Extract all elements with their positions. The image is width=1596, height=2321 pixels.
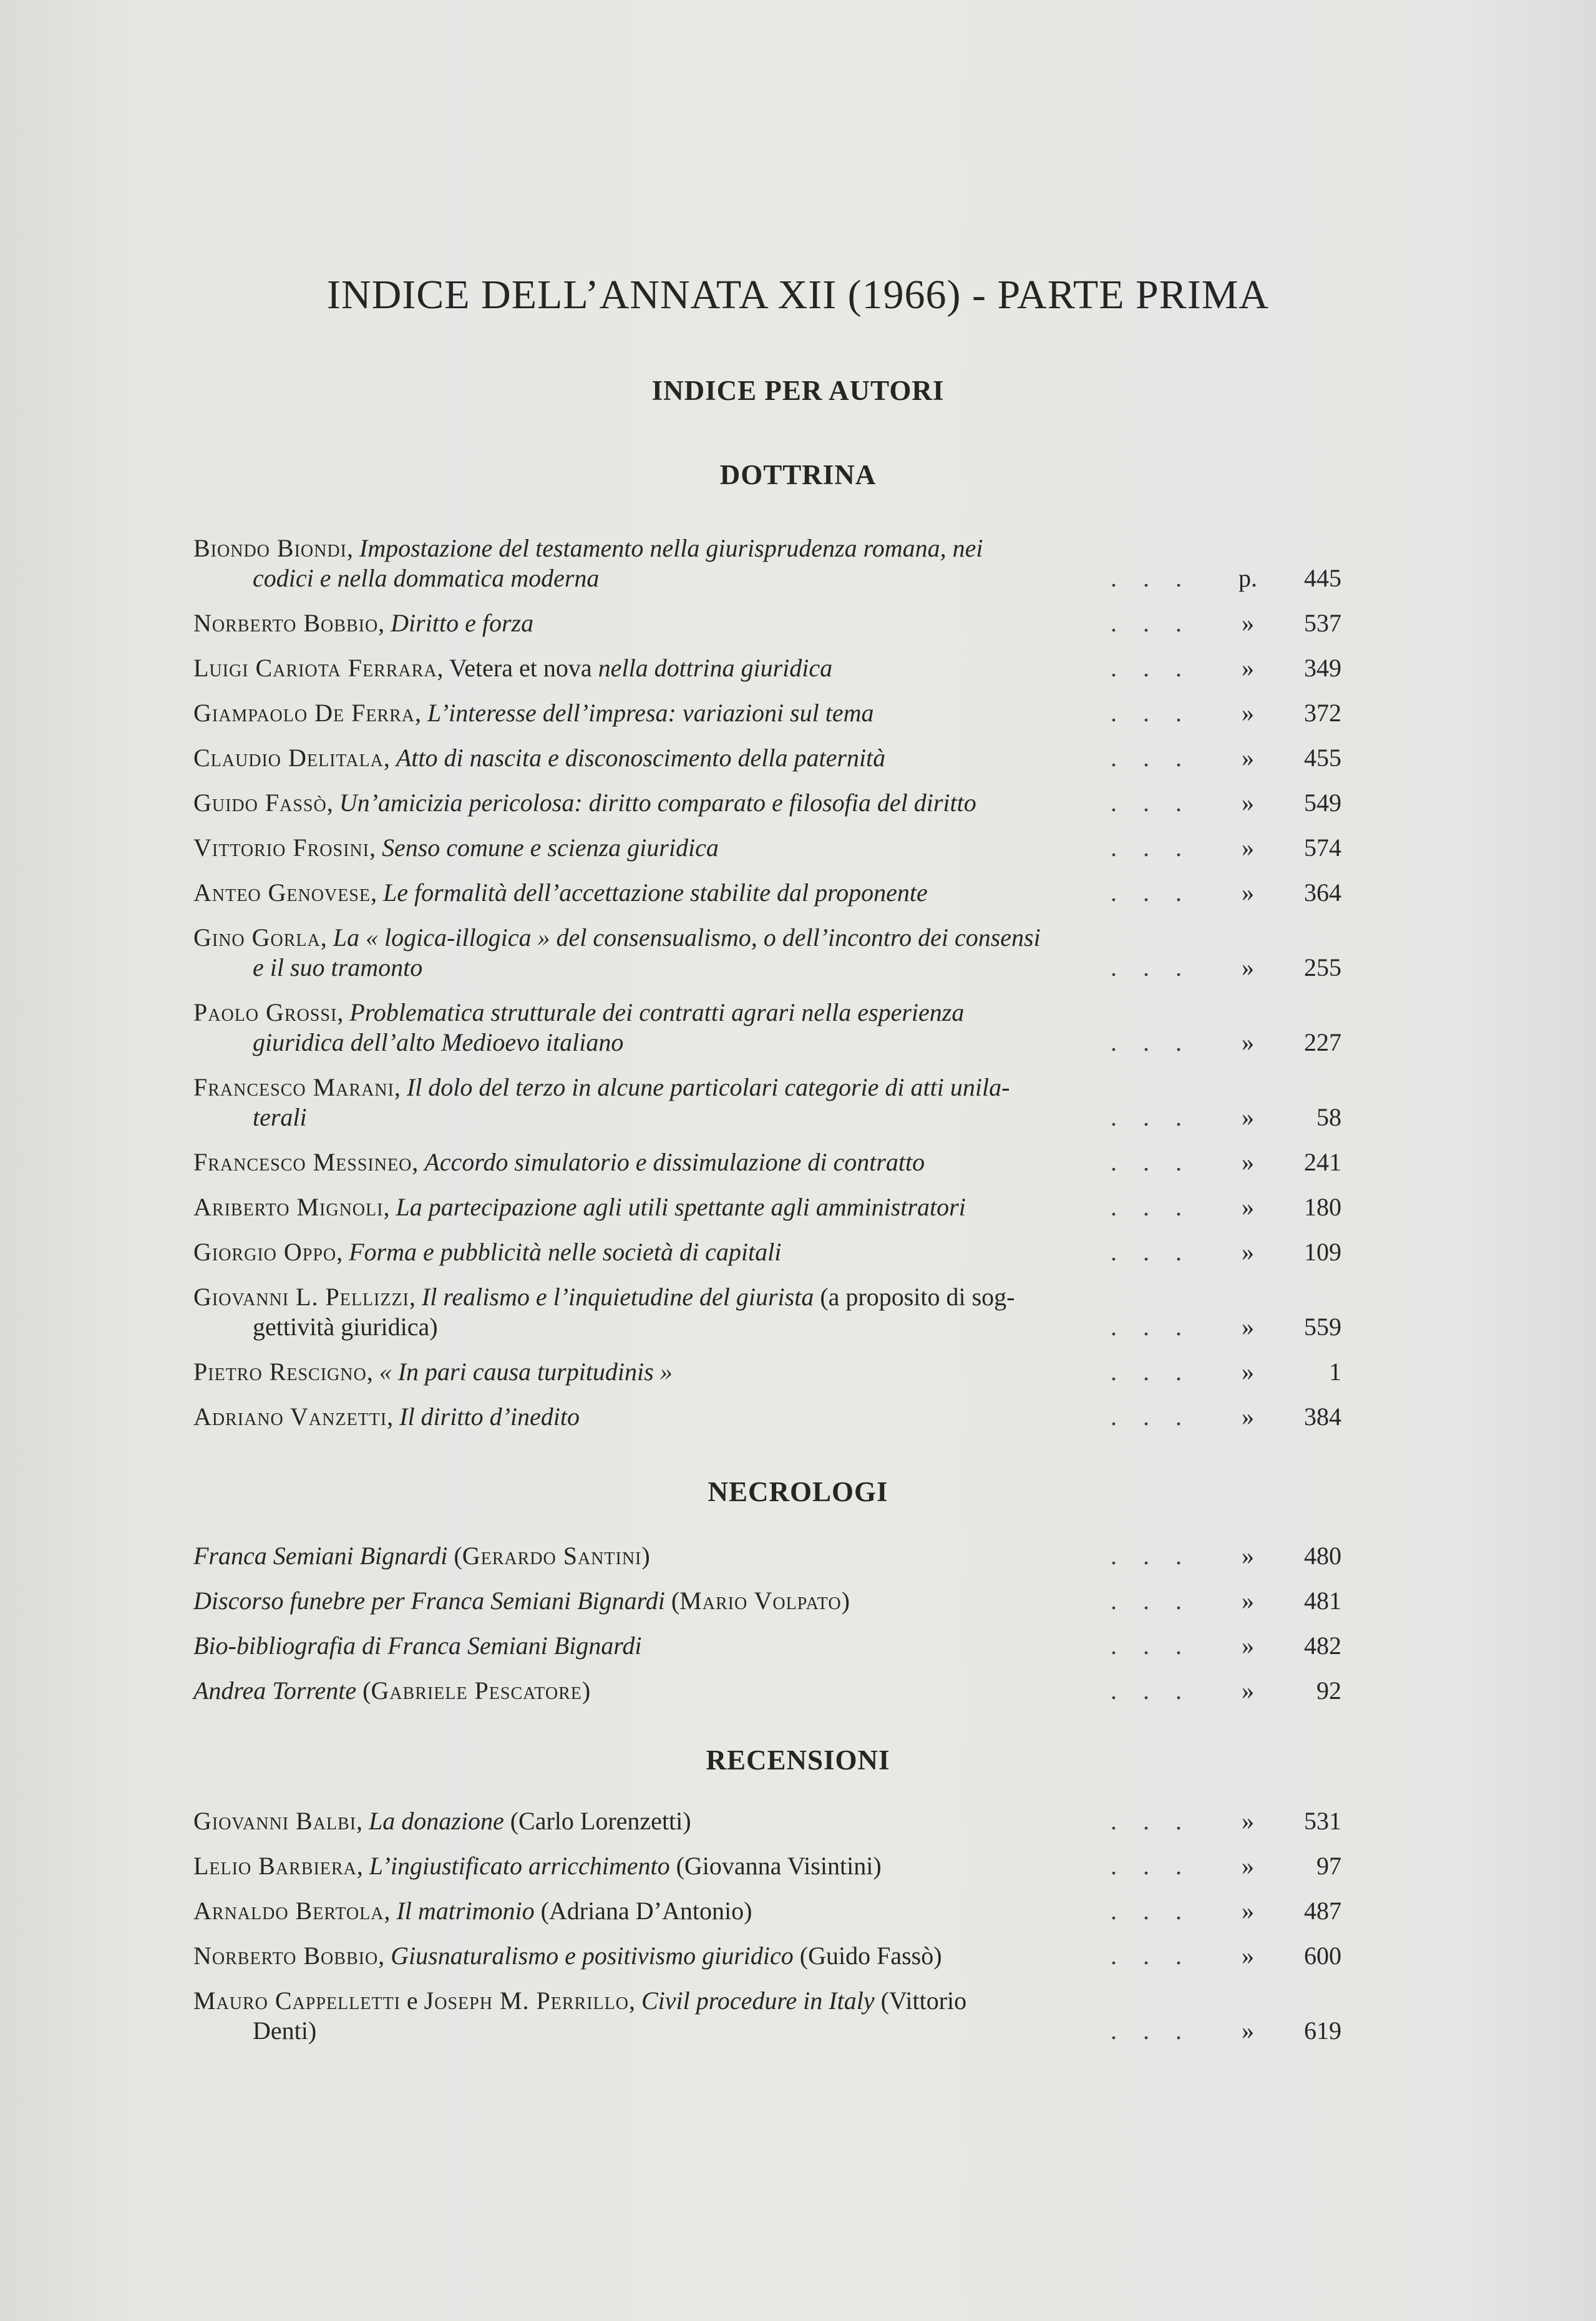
entry-author: Joseph M. Perrillo — [424, 1987, 629, 2015]
page-number: 537 — [1304, 609, 1341, 637]
dot-leader: . . . — [1111, 1587, 1192, 1615]
index-entry — [193, 1147, 1341, 1192]
dot-leader: . . . — [1111, 1148, 1192, 1176]
page-prefix: » — [1242, 1897, 1254, 1925]
entry-separator: , — [412, 1148, 425, 1176]
entry-text — [193, 1237, 1192, 1267]
entry-title: Il realismo e l’inquietudine del giurista — [421, 1283, 814, 1311]
entry-reviewer: (Guido Fassò) — [793, 1942, 942, 1970]
page-number: 1 — [1329, 1358, 1341, 1386]
dot-leader: . . . — [1111, 1193, 1192, 1221]
entry-paren: ( — [664, 1587, 680, 1615]
section-heading-dottrina: DOTTRINA — [719, 459, 877, 490]
page-number: 241 — [1304, 1148, 1341, 1176]
section-heading-recensioni: RECENSIONI — [706, 1744, 890, 1776]
index-entry — [193, 608, 1341, 653]
entry-text — [193, 1586, 1192, 1616]
page-prefix: » — [1242, 878, 1254, 907]
entry-separator: , — [437, 654, 449, 682]
index-entry — [193, 1631, 1341, 1676]
page-prefix: » — [1242, 834, 1254, 862]
dot-leader: . . . — [1111, 1403, 1192, 1431]
entry-separator: , — [326, 789, 339, 817]
entry-title-continued: e il suo tramonto — [253, 953, 423, 981]
entry-reviewer: (Giovanna Visintini) — [669, 1852, 882, 1880]
entry-title: L’ingiustificato arricchimento — [369, 1852, 670, 1880]
index-entry — [193, 1541, 1341, 1586]
entry-separator: , — [383, 744, 396, 772]
page-prefix: » — [1242, 1542, 1254, 1570]
entry-text — [193, 1896, 1192, 1926]
entry-paren-author: Gerardo Santini — [462, 1542, 642, 1570]
entry-author: Vittorio Frosini — [193, 834, 369, 862]
dot-leader: . . . — [1111, 1238, 1192, 1266]
index-entry — [193, 653, 1341, 698]
entry-text — [193, 1357, 1192, 1387]
page-number: 480 — [1304, 1542, 1341, 1570]
entry-author: Guido Fassò — [193, 789, 327, 817]
page-number: 487 — [1304, 1897, 1341, 1925]
entry-author: Luigi Cariota Ferrara — [193, 654, 437, 682]
page-number: 600 — [1304, 1942, 1341, 1970]
entry-paren-author: Gabriele Pescatore — [371, 1676, 582, 1705]
index-entry — [193, 1806, 1341, 1851]
dot-leader: . . . — [1111, 744, 1192, 772]
page-prefix: » — [1242, 654, 1254, 682]
page-prefix: » — [1242, 1358, 1254, 1386]
page-prefix: p. — [1238, 564, 1257, 592]
index-entry — [193, 1676, 1341, 1721]
entry-text — [193, 1851, 1192, 1881]
entry-separator: , — [336, 1238, 349, 1266]
entry-paren: ( — [356, 1676, 371, 1705]
necrologi-list — [193, 1541, 1341, 1721]
page-prefix: » — [1242, 1238, 1254, 1266]
entry-title-continued: giuridica dell’alto Medioevo italiano — [253, 1028, 624, 1056]
index-entry — [193, 743, 1341, 788]
entry-author: Giorgio Oppo — [193, 1238, 337, 1266]
page-prefix: » — [1242, 1852, 1254, 1880]
entry-title-continued: codici e nella dommatica moderna — [253, 564, 600, 592]
entry-text — [193, 1282, 1192, 1342]
dot-leader: . . . — [1111, 1676, 1192, 1705]
dot-leader: . . . — [1111, 654, 1192, 682]
section-heading-necrologi: NECROLOGI — [708, 1476, 888, 1507]
entry-plain-title: Vetera et nova — [449, 654, 598, 682]
entry-author: Biondo Biondi — [193, 534, 347, 562]
entry-title: Impostazione del testamento nella giurisprudenza romana, nei — [359, 534, 983, 562]
dottrina-list — [193, 533, 1341, 1447]
dot-leader: . . . — [1111, 1103, 1192, 1131]
entry-text — [193, 833, 1192, 863]
dot-leader: . . . — [1111, 878, 1192, 907]
entry-separator: , — [394, 1073, 407, 1101]
entry-paren-author: Mario Volpato — [679, 1587, 842, 1615]
index-entry — [193, 1073, 1341, 1147]
entry-separator: , — [320, 923, 333, 951]
entry-reviewer: (Carlo Lorenzetti) — [504, 1807, 691, 1835]
page-prefix: » — [1242, 2017, 1254, 2045]
entry-title: Il diritto d’inedito — [399, 1403, 580, 1431]
page-number: 372 — [1304, 699, 1341, 727]
page-number: 255 — [1304, 953, 1341, 981]
entry-separator: , — [337, 998, 350, 1026]
index-entry — [193, 1237, 1341, 1282]
entry-separator: , — [346, 534, 359, 562]
page-prefix: » — [1242, 1028, 1254, 1056]
entry-title: Diritto e forza — [391, 609, 534, 637]
entry-author: Giampaolo De Ferra — [193, 699, 416, 727]
page-title: INDICE DELL’ANNATA XII (1966) - PARTE PRIMA — [326, 272, 1270, 318]
entry-separator: , — [366, 1358, 379, 1386]
page-prefix: » — [1242, 609, 1254, 637]
entry-text — [193, 1147, 1192, 1177]
entry-author: Norberto Bobbio — [193, 609, 379, 637]
dot-leader: . . . — [1111, 1807, 1192, 1835]
entry-separator: , — [409, 1283, 422, 1311]
page-number: 97 — [1316, 1852, 1341, 1880]
index-entry — [193, 1586, 1341, 1631]
entry-title: Le formalità dell’accettazione stabilite dal proponente — [382, 878, 928, 907]
entry-text — [193, 608, 1192, 638]
page-prefix: » — [1242, 1807, 1254, 1835]
index-entry — [193, 833, 1341, 878]
entry-title: Franca Semiani Bignardi — [193, 1542, 448, 1570]
page-prefix: » — [1242, 1587, 1254, 1615]
dot-leader: . . . — [1111, 609, 1192, 637]
entry-title: La donazione — [369, 1807, 504, 1835]
entry-title: « In pari causa turpitudinis » — [379, 1358, 673, 1386]
dot-leader: . . . — [1111, 1632, 1192, 1660]
dot-leader: . . . — [1111, 953, 1192, 981]
page-number: 92 — [1316, 1676, 1341, 1705]
entry-author: Francesco Messineo — [193, 1148, 412, 1176]
page-prefix: » — [1242, 1313, 1254, 1341]
entry-text — [193, 1806, 1192, 1836]
entry-author: Mauro Cappelletti — [193, 1987, 401, 2015]
page-prefix: » — [1242, 1942, 1254, 1970]
dot-leader: . . . — [1111, 789, 1192, 817]
page-number: 384 — [1304, 1403, 1341, 1431]
entry-title: Bio-bibliografia di Franca Semiani Bignardi — [193, 1632, 642, 1660]
page-prefix: » — [1242, 789, 1254, 817]
entry-separator: , — [378, 1942, 391, 1970]
page-number: 227 — [1304, 1028, 1341, 1056]
entry-separator: , — [383, 1193, 396, 1221]
entry-title-continued: terali — [253, 1103, 307, 1131]
entry-text — [193, 653, 1192, 683]
entry-reviewer: (a proposito di sog- — [814, 1283, 1015, 1311]
entry-author: Giovanni Balbi — [193, 1807, 357, 1835]
index-entry — [193, 878, 1341, 923]
page-prefix: » — [1242, 744, 1254, 772]
entry-separator: , — [628, 1987, 641, 2015]
entry-separator: , — [356, 1807, 369, 1835]
entry-separator: , — [378, 609, 391, 637]
page-number: 58 — [1316, 1103, 1341, 1131]
page-prefix: » — [1242, 953, 1254, 981]
entry-author: Ariberto Mignoli — [193, 1193, 384, 1221]
entry-continued: Denti) — [253, 2017, 317, 2045]
entry-text — [193, 1541, 1192, 1571]
entry-author: Claudio Delitala — [193, 744, 384, 772]
page-prefix: » — [1242, 1403, 1254, 1431]
page-number: 364 — [1304, 878, 1341, 907]
index-entry — [193, 998, 1341, 1073]
index-entry — [193, 788, 1341, 833]
page-number: 549 — [1304, 789, 1341, 817]
entry-title: Andrea Torrente — [193, 1676, 357, 1705]
dot-leader: . . . — [1111, 1852, 1192, 1880]
entry-paren: ) — [581, 1676, 591, 1705]
entry-title: Discorso funebre per Franca Semiani Bignardi — [193, 1587, 665, 1615]
entry-text — [193, 1073, 1192, 1132]
page-number: 531 — [1304, 1807, 1341, 1835]
entry-title: Un’amicizia pericolosa: diritto comparato e filosofia del diritto — [339, 789, 976, 817]
entry-text — [193, 788, 1192, 818]
dot-leader: . . . — [1111, 834, 1192, 862]
recensioni-list — [193, 1806, 1341, 2061]
page-number: 109 — [1304, 1238, 1341, 1266]
page-prefix: » — [1242, 1632, 1254, 1660]
index-entry — [193, 1896, 1341, 1941]
entry-text — [193, 1402, 1192, 1432]
entry-joiner: e — [400, 1987, 424, 2015]
entry-reviewer: (Adriana D’Antonio) — [534, 1897, 752, 1925]
page-prefix: » — [1242, 1193, 1254, 1221]
entry-text — [193, 878, 1192, 908]
page-prefix: » — [1242, 699, 1254, 727]
entry-separator: , — [387, 1403, 400, 1431]
entry-separator: , — [370, 878, 383, 907]
entry-author: Paolo Grossi — [193, 998, 338, 1026]
page-number: 482 — [1304, 1632, 1341, 1660]
entry-author: Norberto Bobbio — [193, 1942, 379, 1970]
entry-title: L’interesse dell’impresa: variazioni sul tema — [427, 699, 874, 727]
dot-leader: . . . — [1111, 1942, 1192, 1970]
index-entry — [193, 1402, 1341, 1447]
entry-title: Il dolo del terzo in alcune particolari categorie di atti unila- — [406, 1073, 1010, 1101]
entry-title: Il matrimonio — [396, 1897, 535, 1925]
entry-title: Problematica strutturale dei contratti agrari nella esperienza — [349, 998, 965, 1026]
page-prefix: » — [1242, 1148, 1254, 1176]
index-entry — [193, 533, 1341, 608]
entry-title: Giusnaturalismo e positivismo giuridico — [391, 1942, 794, 1970]
entry-author: Lelio Barbiera — [193, 1852, 357, 1880]
index-entry — [193, 1851, 1341, 1896]
page-number: 180 — [1304, 1193, 1341, 1221]
page-subtitle: INDICE PER AUTORI — [651, 375, 945, 406]
page-prefix: » — [1242, 1103, 1254, 1131]
entry-separator: , — [369, 834, 382, 862]
dot-leader: . . . — [1111, 1542, 1192, 1570]
entry-paren: ) — [841, 1587, 850, 1615]
entry-text — [193, 743, 1192, 773]
page-number: 349 — [1304, 654, 1341, 682]
dot-leader: . . . — [1111, 1358, 1192, 1386]
index-entry — [193, 698, 1341, 743]
entry-text — [193, 1192, 1192, 1222]
entry-author: Gino Gorla — [193, 923, 321, 951]
entry-separator: , — [356, 1852, 369, 1880]
entry-author: Giovanni L. Pellizzi — [193, 1283, 409, 1311]
entry-text — [193, 533, 1192, 593]
dot-leader: . . . — [1111, 1313, 1192, 1341]
index-entry — [193, 1986, 1341, 2061]
entry-text — [193, 923, 1192, 983]
entry-continued: gettività giuridica) — [253, 1313, 438, 1341]
index-entry — [193, 1357, 1341, 1402]
entry-title: Accordo simulatorio e dissimulazione di contratto — [424, 1148, 925, 1176]
entry-title: Forma e pubblicità nelle società di capitali — [349, 1238, 782, 1266]
entry-separator: , — [384, 1897, 397, 1925]
entry-title: La « logica-illogica » del consensualismo, o dell’incontro dei consensi — [333, 923, 1041, 951]
dot-leader: . . . — [1111, 699, 1192, 727]
page-prefix: » — [1242, 1676, 1254, 1705]
entry-title: Civil procedure in Italy — [641, 1987, 875, 2015]
dot-leader: . . . — [1111, 2017, 1192, 2045]
entry-author: Francesco Marani — [193, 1073, 394, 1101]
entry-title: La partecipazione agli utili spettante agli amministratori — [396, 1193, 966, 1221]
entry-author: Arnaldo Bertola — [193, 1897, 384, 1925]
page-number: 481 — [1304, 1587, 1341, 1615]
page-number: 559 — [1304, 1313, 1341, 1341]
entry-text — [193, 1941, 1192, 1971]
entry-separator: , — [415, 699, 428, 727]
page-number: 445 — [1304, 564, 1341, 592]
page-number: 619 — [1304, 2017, 1341, 2045]
page-number: 574 — [1304, 834, 1341, 862]
dot-leader: . . . — [1111, 564, 1192, 592]
entry-text — [193, 1986, 1192, 2046]
index-entry — [193, 923, 1341, 998]
entry-title: nella dottrina giuridica — [598, 654, 833, 682]
entry-title: Atto di nascita e disconoscimento della paternità — [396, 744, 886, 772]
page-number: 455 — [1304, 744, 1341, 772]
index-entry — [193, 1941, 1341, 1986]
entry-author: Anteo Genovese — [193, 878, 371, 907]
entry-paren: ( — [447, 1542, 462, 1570]
entry-text — [193, 998, 1192, 1058]
index-entry — [193, 1192, 1341, 1237]
entry-text — [193, 1676, 1192, 1706]
entry-paren: ) — [641, 1542, 650, 1570]
entry-author: Pietro Rescigno — [193, 1358, 367, 1386]
dot-leader: . . . — [1111, 1897, 1192, 1925]
dot-leader: . . . — [1111, 1028, 1192, 1056]
entry-reviewer: (Vittorio — [874, 1987, 967, 2015]
entry-title: Senso comune e scienza giuridica — [381, 834, 719, 862]
index-entry — [193, 1282, 1341, 1357]
entry-text — [193, 1631, 1192, 1661]
entry-author: Adriano Vanzetti — [193, 1403, 387, 1431]
entry-text — [193, 698, 1192, 728]
